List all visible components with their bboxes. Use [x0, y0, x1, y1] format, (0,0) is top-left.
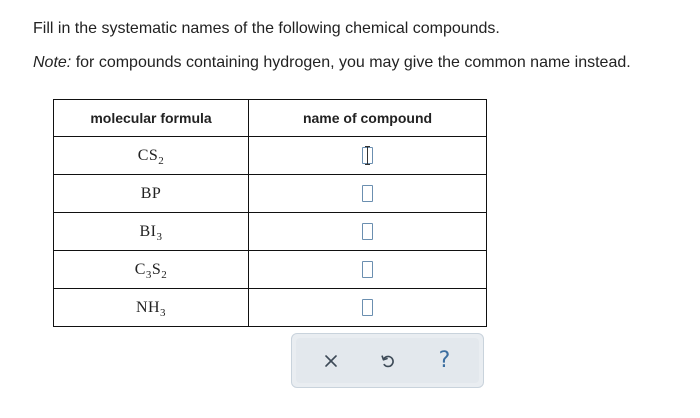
table-row — [54, 251, 487, 289]
chemical-formula — [139, 222, 163, 243]
note-label: Note: — [33, 54, 72, 71]
note-text — [33, 53, 631, 73]
header-name-of-compound: name of compound — [249, 100, 487, 137]
note-body: for compounds containing hydrogen, you may give the common name instead. — [71, 54, 631, 71]
compound-name-input[interactable] — [362, 147, 373, 164]
formula-subscript: 3 — [160, 306, 167, 319]
close-icon — [324, 354, 338, 368]
formula-element: NH — [135, 298, 161, 316]
formula-subscript: 2 — [158, 154, 165, 167]
text-cursor-icon — [367, 146, 368, 165]
chemical-formula — [134, 260, 168, 281]
answer-cell — [249, 175, 487, 213]
formula-subscript: 2 — [161, 268, 168, 281]
undo-icon — [379, 352, 397, 370]
answer-cell — [249, 213, 487, 251]
formula-cell — [54, 175, 249, 213]
compound-name-input[interactable] — [362, 299, 373, 316]
formula-cell — [54, 289, 249, 327]
table-row — [54, 289, 487, 327]
instruction-text: Fill in the systematic names of the following chemical compounds. — [33, 20, 500, 37]
formula-subscript: 3 — [156, 230, 163, 243]
chemical-formula — [135, 298, 167, 319]
answer-cell — [249, 137, 487, 175]
chemical-formula — [137, 146, 165, 167]
table-row — [54, 175, 487, 213]
formula-element: C — [134, 260, 146, 278]
help-button[interactable] — [430, 346, 460, 376]
clear-button[interactable] — [316, 346, 346, 376]
table-header-row — [54, 100, 487, 137]
compounds-table — [53, 99, 487, 327]
table-body — [54, 137, 487, 327]
table-row — [54, 137, 487, 175]
header-molecular-formula: molecular formula — [54, 100, 249, 137]
formula-subscript: 3 — [145, 268, 152, 281]
formula-cell — [54, 137, 249, 175]
answer-cell — [249, 251, 487, 289]
compound-name-input[interactable] — [362, 261, 373, 278]
formula-element: BP — [140, 184, 162, 202]
compound-name-input[interactable] — [362, 185, 373, 202]
answer-cell — [249, 289, 487, 327]
undo-button[interactable] — [373, 346, 403, 376]
table-row — [54, 213, 487, 251]
compound-name-input[interactable] — [362, 223, 373, 240]
chemical-formula — [141, 185, 162, 202]
help-icon: ? — [438, 347, 451, 373]
formula-cell — [54, 213, 249, 251]
toolbar-inner — [296, 338, 479, 383]
formula-element: BI — [139, 222, 157, 240]
answer-toolbar — [291, 333, 484, 388]
formula-element: S — [151, 260, 162, 278]
formula-cell — [54, 251, 249, 289]
formula-element: CS — [137, 146, 159, 164]
